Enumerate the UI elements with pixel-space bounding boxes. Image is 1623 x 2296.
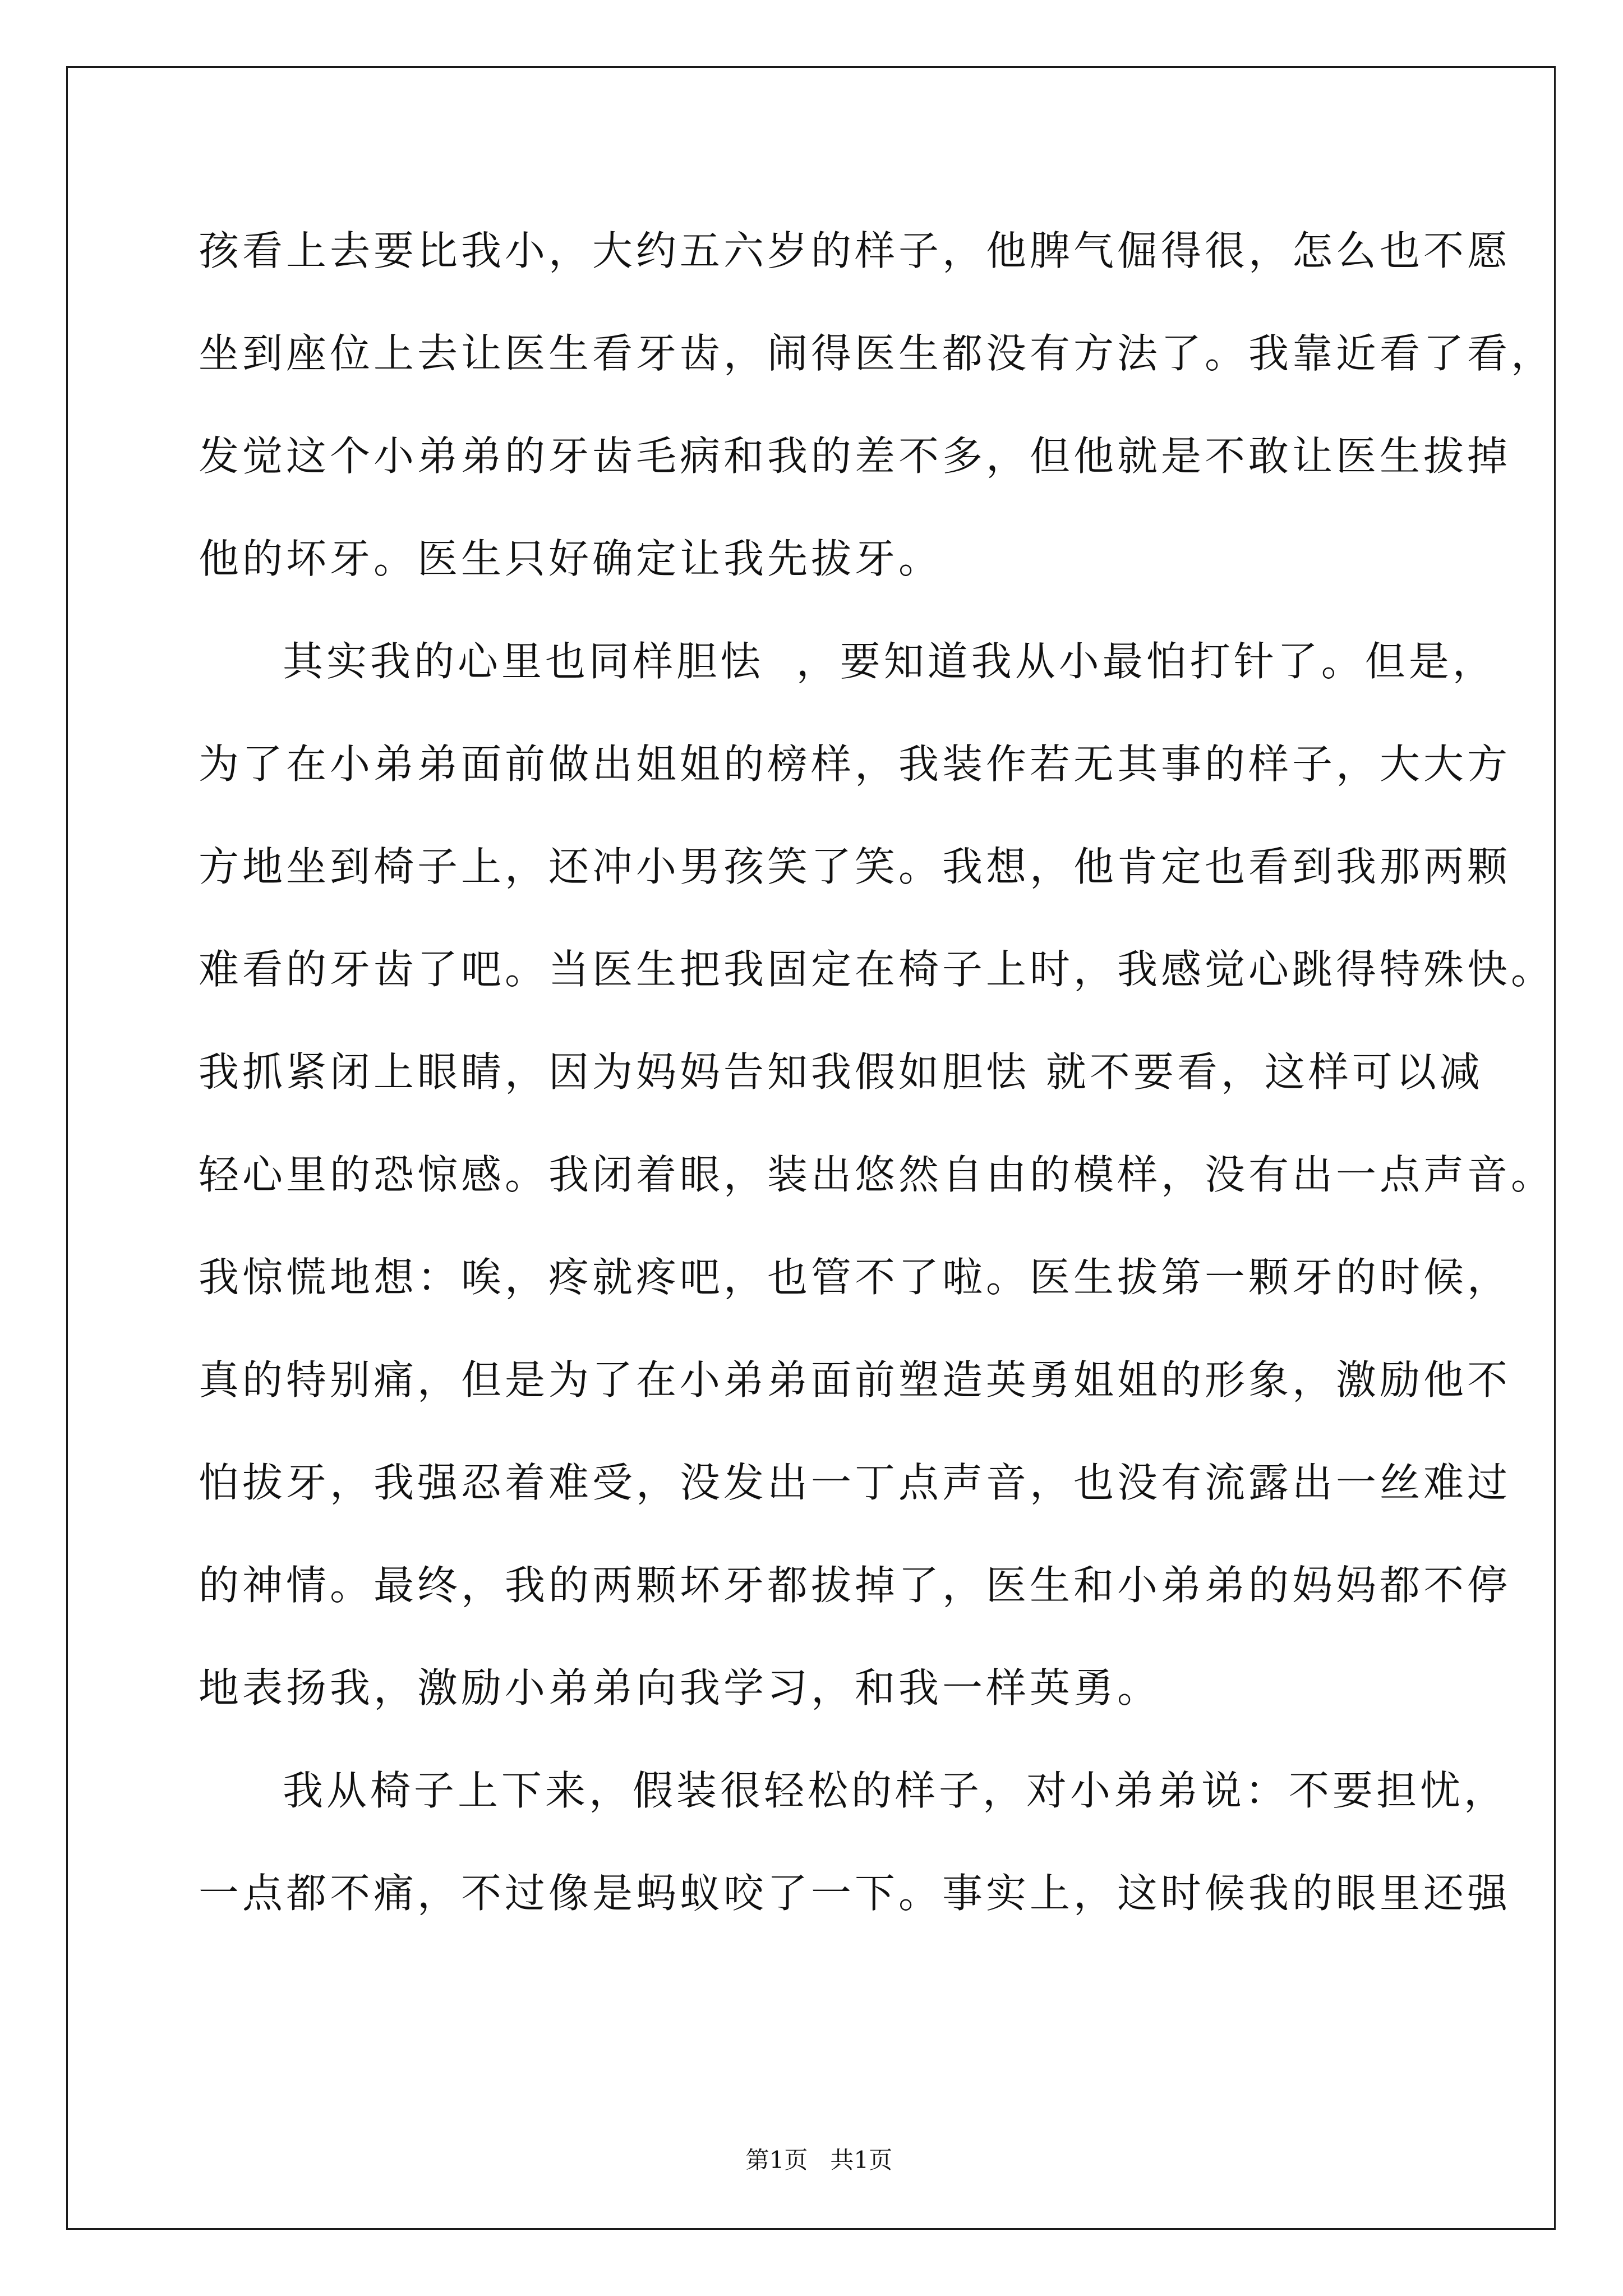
page-indicator: 第1页 共1页 [745,2146,893,2174]
text-line: 地表扬我，激励小弟弟向我学习，和我一样英勇。 [199,1664,1161,1711]
text-line: 难看的牙齿了吧。当医生把我固定在椅子上时，我感觉心跳得特殊快。 [199,946,1555,993]
text-line: 其实我的心里也同样胆怯 ，要知道我从小最怕打针了。但是， [283,638,1496,685]
text-line: 真的特别痛，但是为了在小弟弟面前塑造英勇姐姐的形象，激励他不 [199,1356,1511,1404]
text-line: 的神情。最终，我的两颗坏牙都拔掉了，医生和小弟弟的妈妈都不停 [199,1562,1511,1609]
text-line: 孩看上去要比我小，大约五六岁的样子，他脾气倔得很，怎么也不愿 [199,227,1511,274]
text-line: 坐到座位上去让医生看牙齿，闹得医生都没有方法了。我靠近看了看， [199,330,1555,377]
text-line: 为了在小弟弟面前做出姐姐的榜样，我装作若无其事的样子，大大方 [199,740,1511,788]
text-line: 我从椅子上下来，假装很轻松的样子，对小弟弟说：不要担忧， [283,1767,1508,1814]
text-line: 怕拔牙，我强忍着难受，没发出一丁点声音，也没有流露出一丝难过 [199,1459,1511,1506]
text-line: 方地坐到椅子上，还冲小男孩笑了笑。我想，他肯定也看到我那两颗 [199,843,1511,890]
text-line: 他的坏牙。医生只好确定让我先拔牙。 [199,535,943,582]
document-body [199,220,1555,1965]
text-line: 轻心里的恐惊感。我闭着眼，装出悠然自由的模样，没有出一点声音。 [199,1151,1555,1198]
text-line: 发觉这个小弟弟的牙齿毛病和我的差不多，但他就是不敢让医生拔掉 [199,432,1511,480]
page-footer [0,2113,1623,2176]
text-line: 我惊慌地想：唉，疼就疼吧，也管不了啦。医生拔第一颗牙的时候， [199,1254,1511,1301]
text-line: 一点都不痛，不过像是蚂蚁咬了一下。事实上，这时候我的眼里还强 [199,1870,1511,1917]
text-line: 我抓紧闭上眼睛，因为妈妈告知我假如胆怯 就不要看，这样可以减 [199,1048,1483,1096]
